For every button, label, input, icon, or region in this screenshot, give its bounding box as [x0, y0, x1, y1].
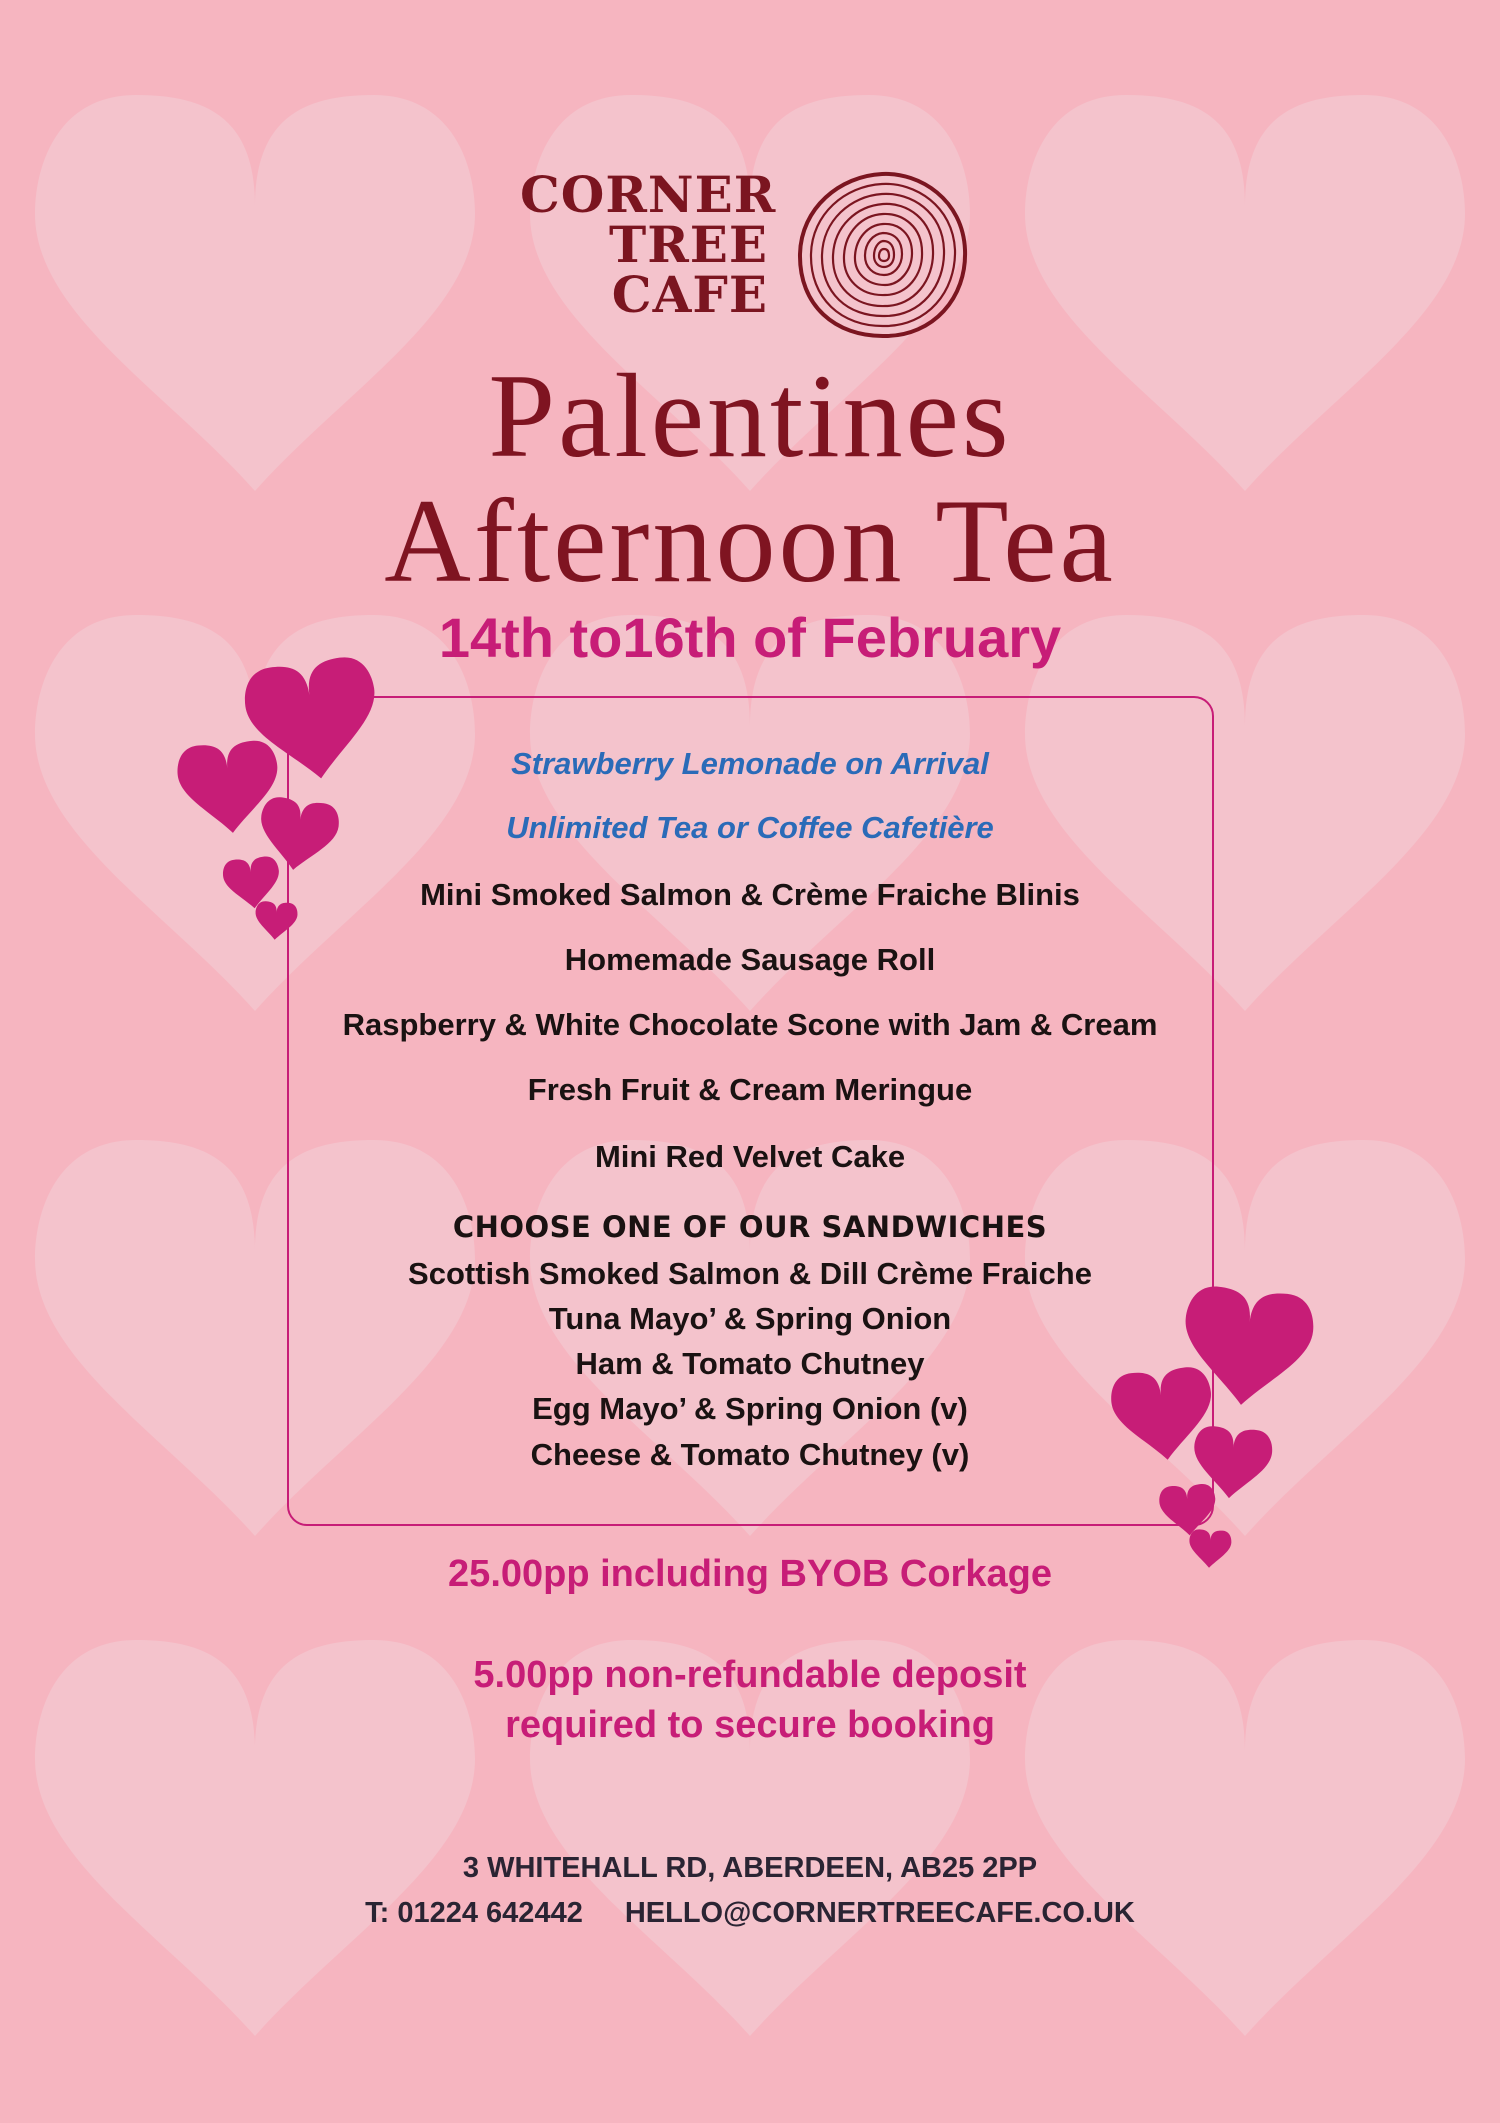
sandwich-option: Egg Mayo’ & Spring Onion (v): [532, 1391, 968, 1426]
sandwich-heading: CHOOSE ONE OF OUR SANDWICHES: [452, 1210, 1048, 1244]
menu-item: Mini Smoked Salmon & Crème Fraiche Blinis: [420, 877, 1080, 912]
price-text: 25.00pp including BYOB Corkage: [448, 1553, 1052, 1595]
sandwich-option: Tuna Mayo’ & Spring Onion: [548, 1301, 952, 1336]
sandwich-option: Scottish Smoked Salmon & Dill Crème Fraiche: [408, 1256, 1092, 1291]
menu-item: Raspberry & White Chocolate Scone with Jam & Cream: [342, 1007, 1158, 1042]
title-line-1: Palentines: [488, 349, 1012, 482]
sandwich-option: Cheese & Tomato Chutney (v): [530, 1437, 970, 1472]
heart-icon: [254, 901, 299, 942]
phone-number: T: 01224 642442: [365, 1897, 583, 1929]
menu-item: Mini Red Velvet Cake: [594, 1139, 906, 1174]
logo-line-1: CORNER: [520, 165, 777, 224]
address: 3 WHITEHALL RD, ABERDEEN, AB25 2PP: [462, 1852, 1038, 1884]
menu-highlight-lemonade: Strawberry Lemonade on Arrival: [511, 746, 989, 781]
sandwich-option: Ham & Tomato Chutney: [575, 1346, 925, 1381]
menu-item: Fresh Fruit & Cream Meringue: [527, 1072, 973, 1107]
deposit-text-line-1: 5.00pp non-refundable deposit: [473, 1654, 1027, 1696]
logo-line-3: CAFE: [611, 265, 768, 324]
heart-icon: [1158, 1483, 1217, 1537]
title-line-2: Afternoon Tea: [384, 474, 1116, 607]
heart-icon: [1188, 1529, 1232, 1569]
menu-highlight-tea: Unlimited Tea or Coffee Cafetière: [506, 810, 994, 845]
email-address[interactable]: HELLO@CORNERTREECAFE.CO.UK: [624, 1897, 1135, 1929]
logo-line-2: TREE: [609, 215, 768, 274]
menu-item: Homemade Sausage Roll: [564, 942, 936, 977]
deposit-text-line-2: required to secure booking: [505, 1704, 995, 1746]
heart-icon: [222, 855, 283, 911]
event-dates: 14th to16th of February: [438, 606, 1062, 669]
